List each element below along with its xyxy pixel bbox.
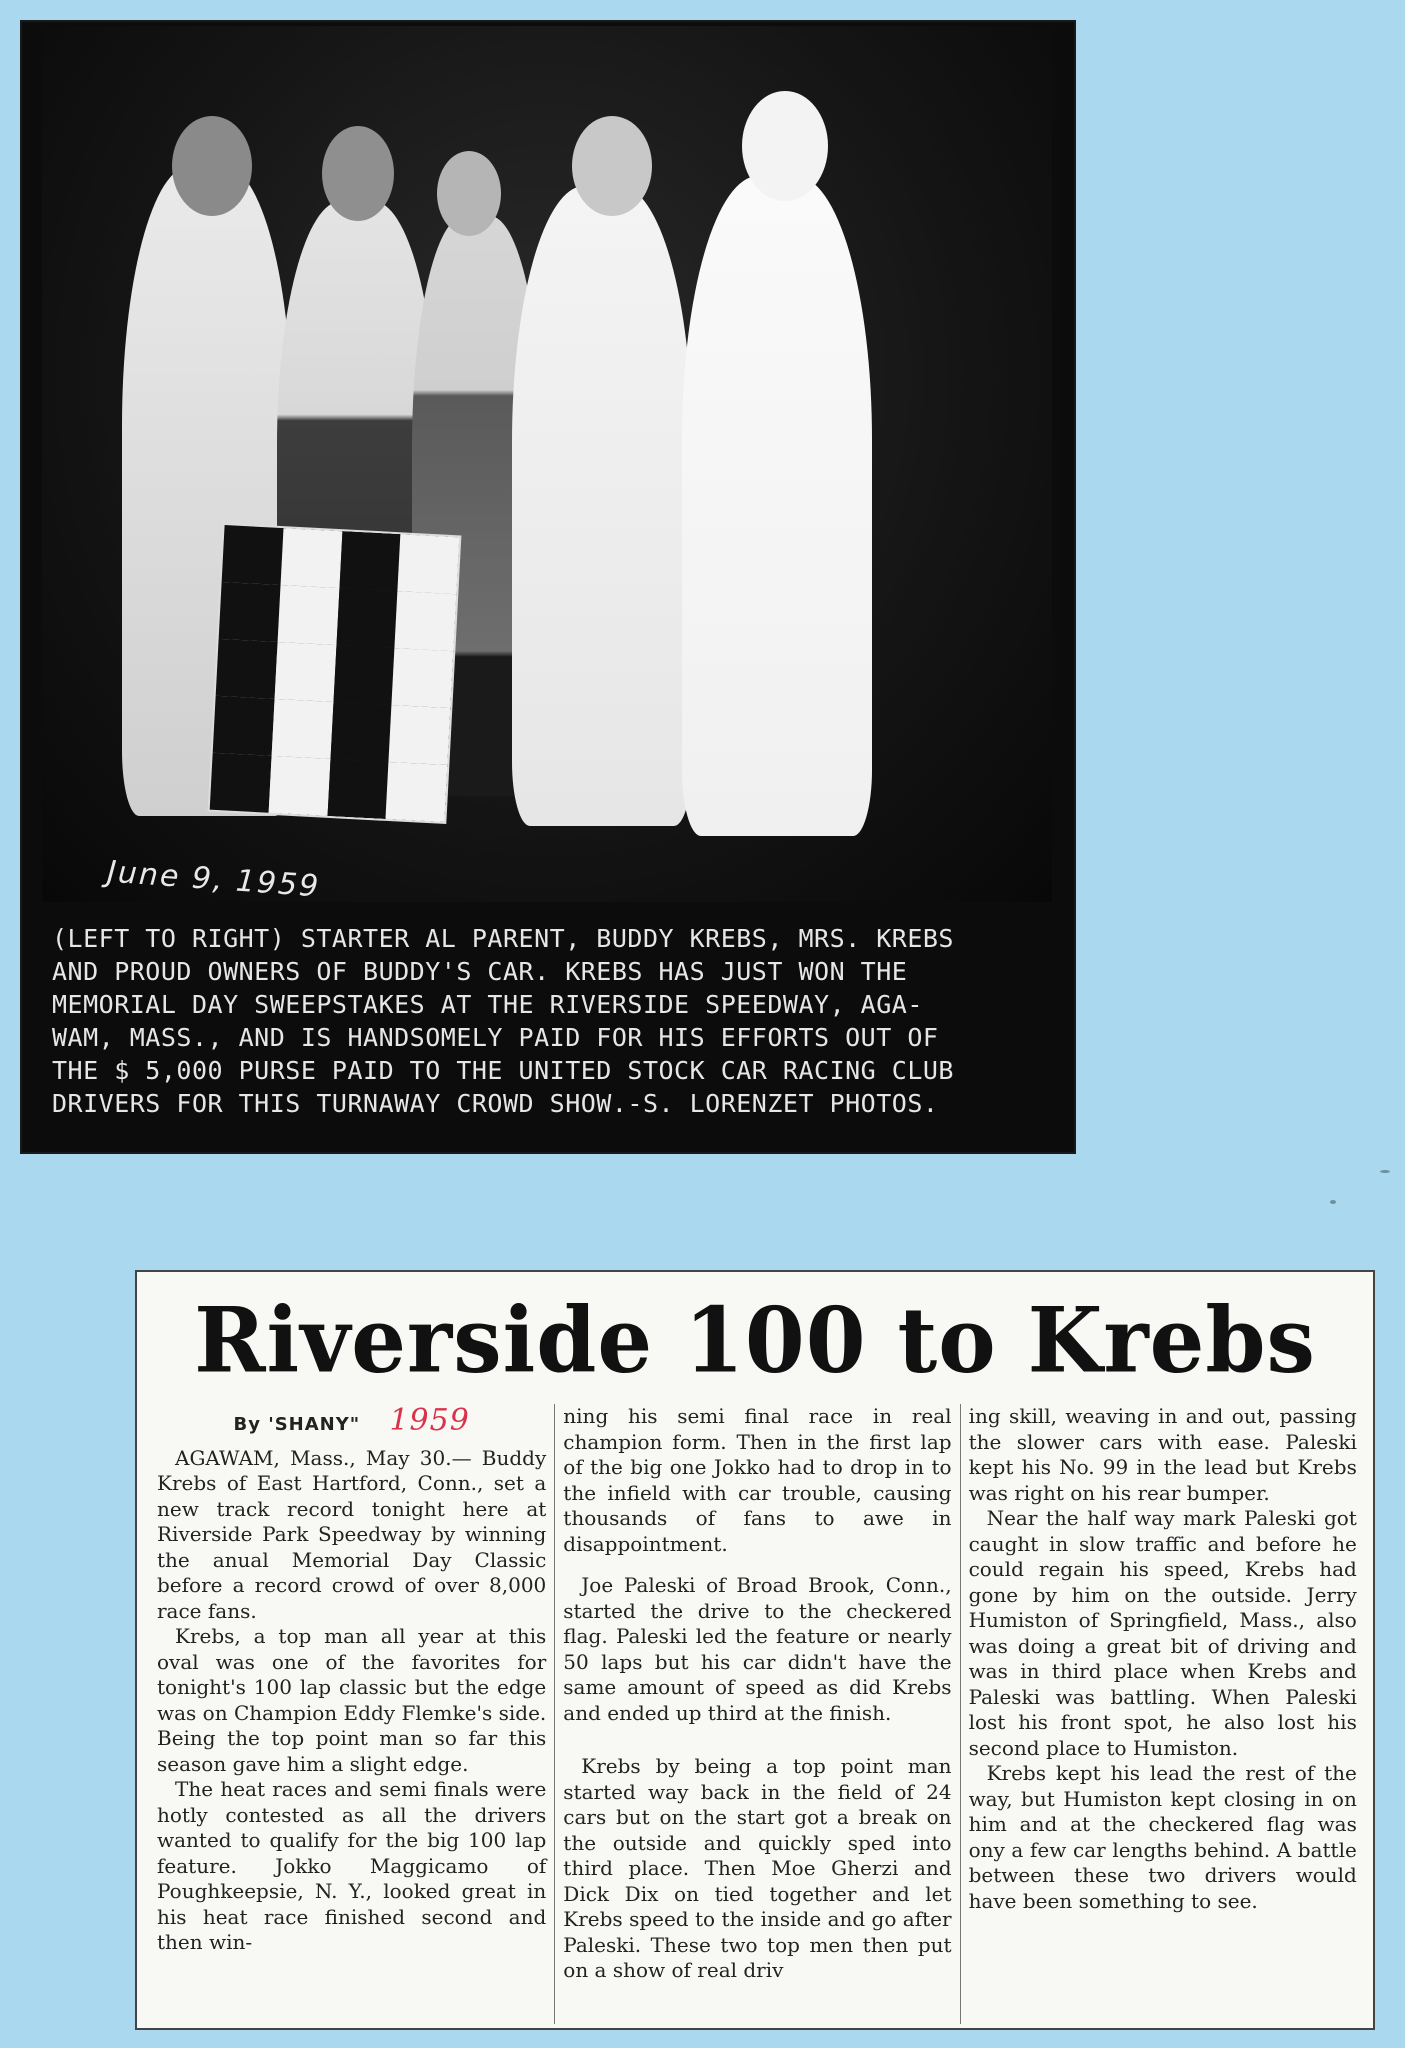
- article-paragraph: Joe Paleski of Broad Brook, Conn., started the drive to the checkered flag. Paleski led the feature or nearly 50 laps but his car didn't have the same amount of speed as did Krebs and ended up third at the finish.: [563, 1573, 952, 1725]
- head-buddy-krebs: [322, 126, 394, 221]
- article-columns: [149, 1404, 1365, 2024]
- head-owner-1: [572, 116, 652, 216]
- photo-clipping: [20, 20, 1076, 1154]
- article-paragraph: Krebs by being a top point man started way back in the field of 24 cars but on the start got a break on the outside and quickly sped into third place. Then Moe Gherzi and Dick Dix on tied together and let Krebs speed to the inside and go after Paleski. These two top men then put on a show of real driv: [563, 1754, 952, 1982]
- head-starter: [172, 116, 252, 216]
- head-owner-2: [742, 91, 828, 201]
- article-column-3: [960, 1404, 1365, 2024]
- article-paragraph: Krebs kept his lead the rest of the way, but Humiston kept closing in on him and at the checkered flag was ony a few car lengths behind. A battle between these two drivers would have been something to see.: [968, 1761, 1357, 1913]
- article-clipping: [135, 1270, 1375, 2030]
- paper-speck: [1380, 1170, 1390, 1173]
- figure-owner-2: [682, 176, 872, 836]
- article-headline: Riverside 100 to Krebs: [194, 1287, 1316, 1394]
- figure-owner-1: [512, 186, 692, 826]
- head-mrs-krebs: [437, 151, 501, 236]
- paper-speck: [1330, 1200, 1336, 1204]
- article-paragraph: Krebs, a top man all year at this oval was one of the favorites for tonight's 100 lap classic but the edge was on Champion Eddy Flemke's side. Being the top point man so far this season gave him a slight edge.: [157, 1624, 547, 1776]
- article-paragraph: ning his semi final race in real champion form. Then in the first lap of the big one Jokko had to drop in to the infield with car trouble, causing thousands of fans to awe in disappointment.: [563, 1404, 952, 1556]
- photo-caption: (LEFT TO RIGHT) STARTER AL PARENT, BUDDY KREBS, MRS. KREBS AND PROUD OWNERS OF BUDDY'S CAR. KREBS HAS JUST WON THE MEMORIAL DAY SWEEPSTAKES AT THE RIVERSIDE SPEEDWAY, AGA- WAM, MASS., AND IS HANDSOMELY PAID FOR HIS EFFORTS OUT OF THE $ 5,000 PURSE PAID TO THE UNITED STOCK CAR RACING CLUB DRIVERS FOR THIS TURNAWAY CROWD SHOW.-S. LORENZET PHOTOS.: [52, 924, 954, 1118]
- article-paragraph: ing skill, weaving in and out, passing the slower cars with ease. Paleski kept his No. 99 in the lead but Krebs was right on his rear bumper.: [968, 1404, 1357, 1505]
- handwritten-date: June 9, 1959: [106, 854, 322, 905]
- article-paragraph: Near the half way mark Paleski got caught in slow traffic and before he could regain his speed, Krebs had gone by him on the outside. Jerry Humiston of Springfield, Mass., also was doing a great bit of driving and was in third place when Krebs and Paleski was battling. When Paleski lost his front spot, he also lost his second place to Humiston.: [968, 1506, 1357, 1760]
- winners-photo: [42, 26, 1052, 902]
- checkered-flag: [210, 525, 460, 822]
- article-column-1: [149, 1404, 554, 2024]
- handwritten-year: 1959: [389, 1403, 470, 1438]
- article-column-2: [554, 1404, 959, 2024]
- byline: [157, 1403, 546, 1438]
- article-paragraph: The heat races and semi finals were hotly contested as all the drivers wanted to qualify for the big 100 lap feature. Jokko Maggicamo of Poughkeepsie, N. Y., looked great in his heat race finished second and then win-: [157, 1777, 547, 1954]
- byline-text: By 'SHANY": [233, 1414, 361, 1435]
- article-paragraph: AGAWAM, Mass., May 30.— Buddy Krebs of East Hartford, Conn., set a new track record tonight here at Riverside Park Speedway by winning the anual Memorial Day Classic before a record crowd of over 8,000 race fans.: [157, 1445, 547, 1623]
